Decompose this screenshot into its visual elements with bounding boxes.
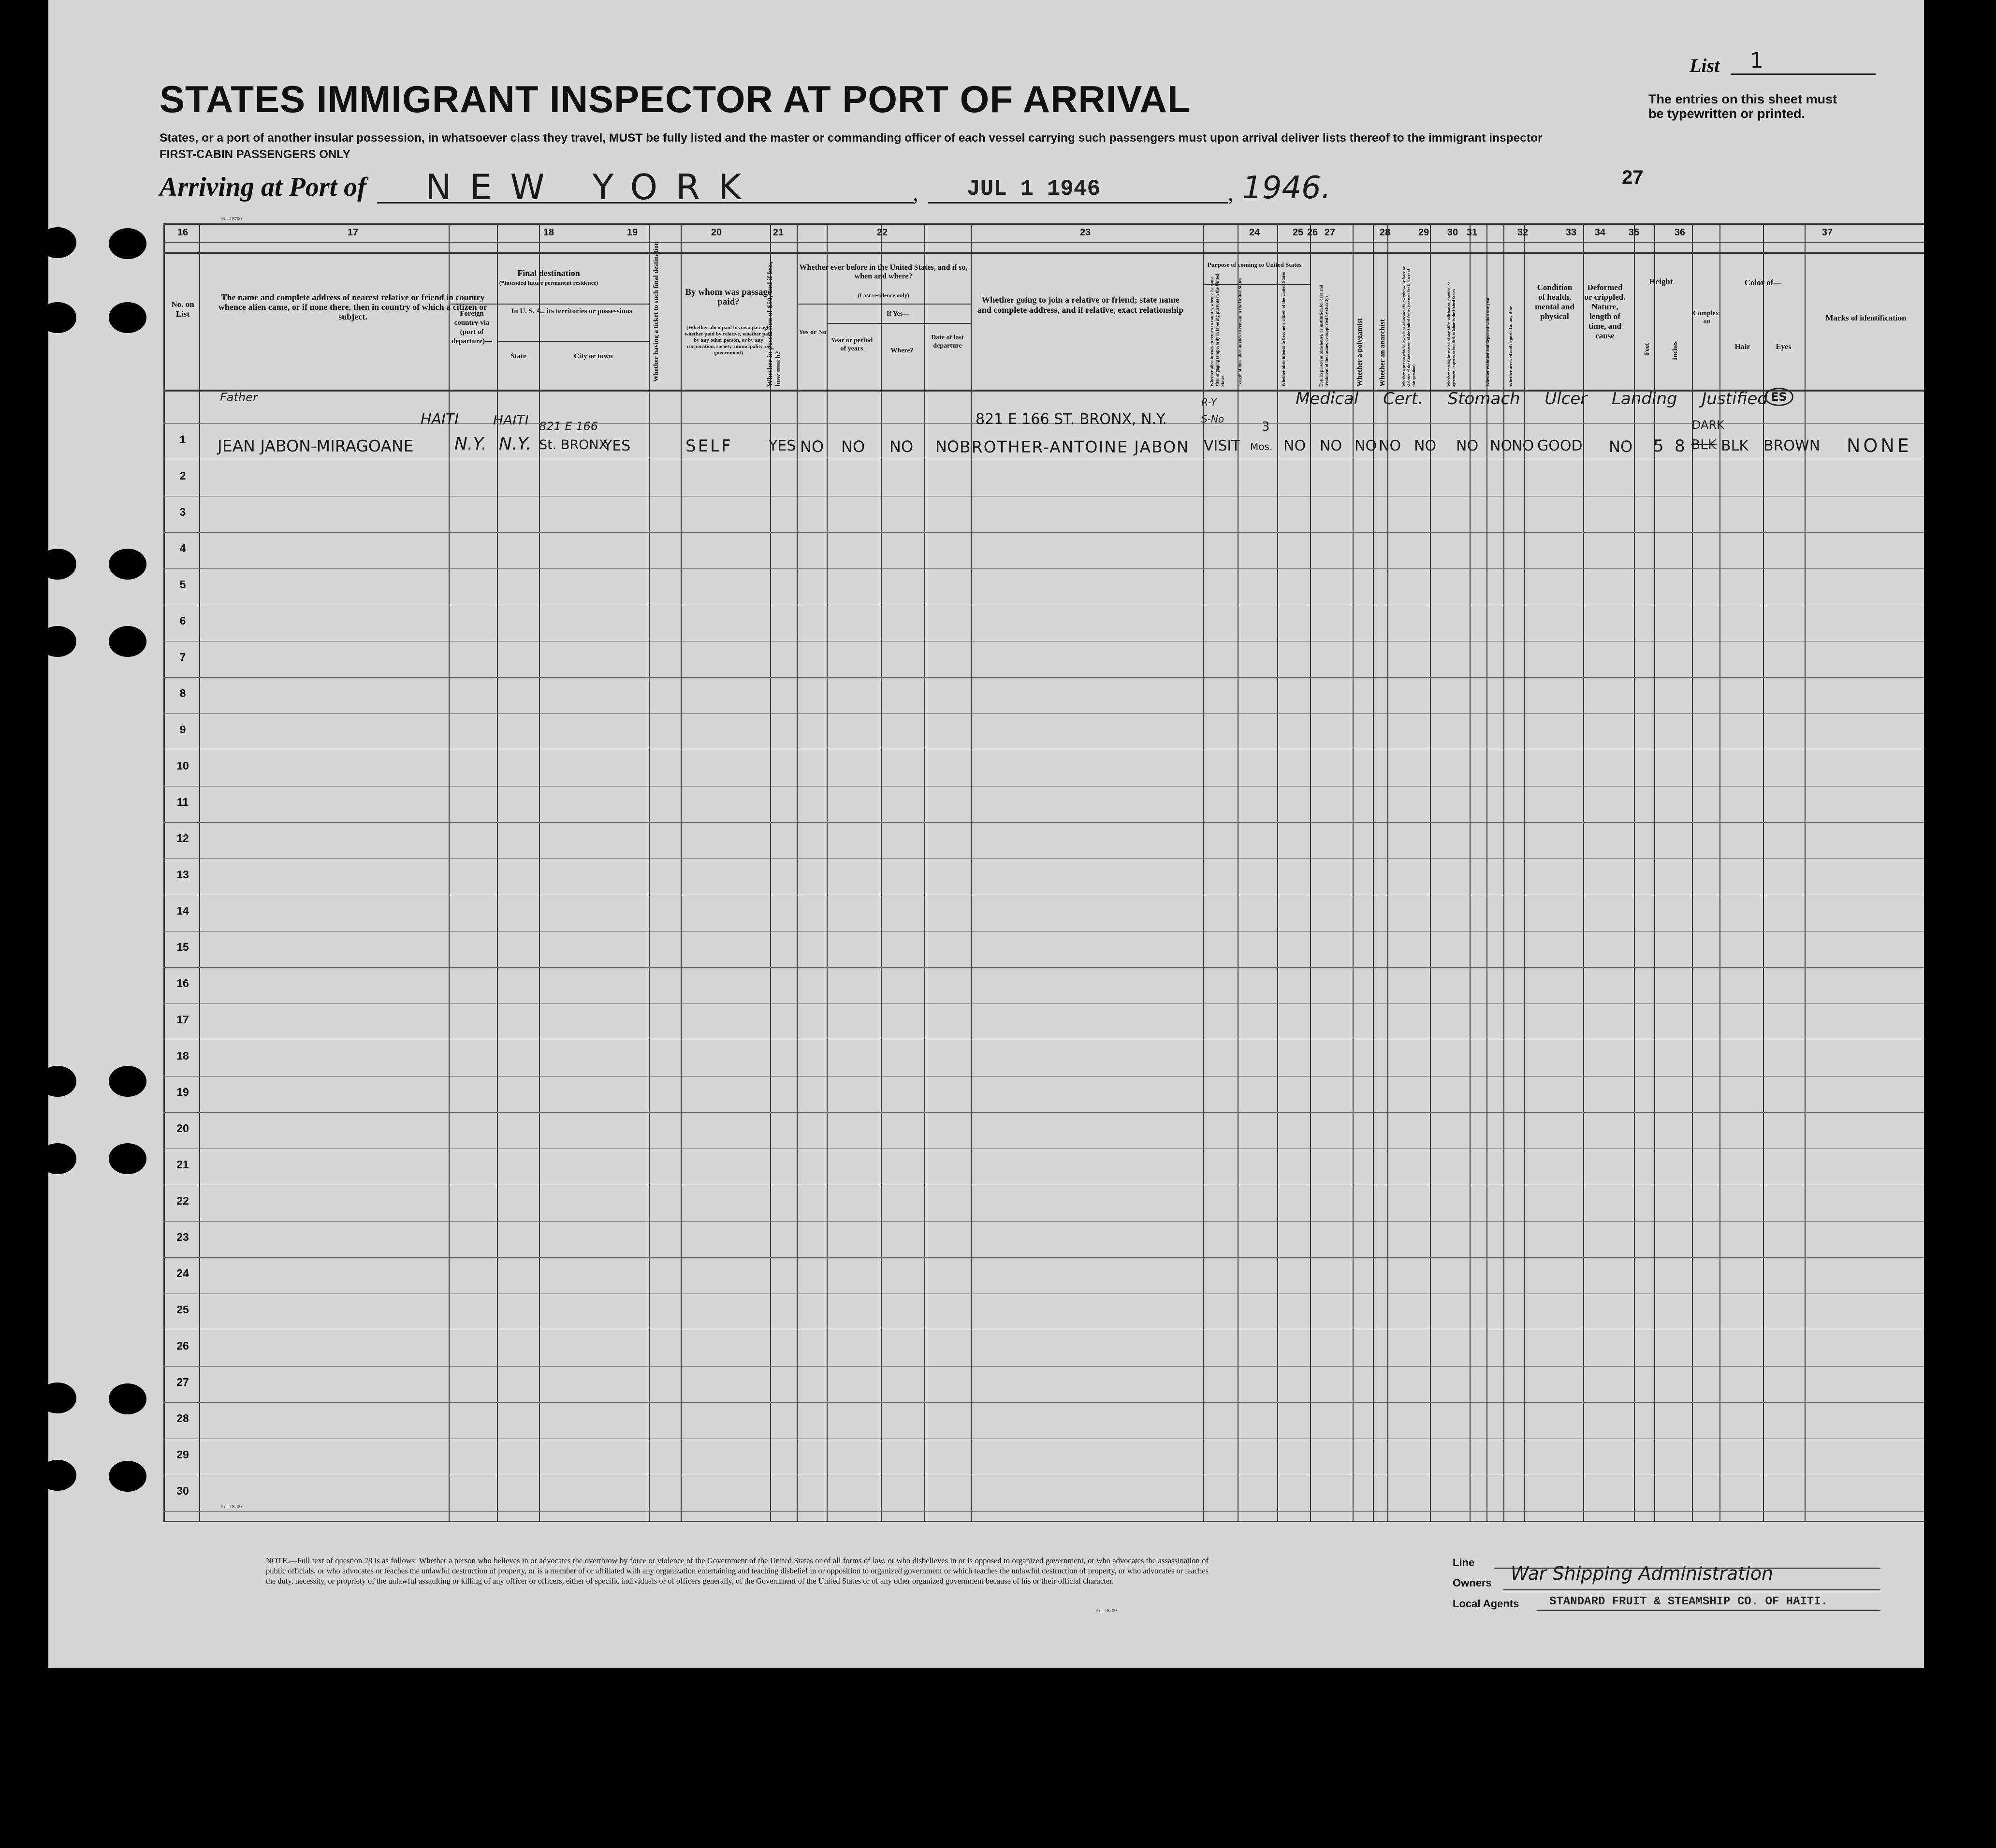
header-eyes: Eyes (1776, 343, 1792, 351)
typewritten-note-2: be typewritten or printed. (1648, 106, 1806, 121)
page-title: STATES IMMIGRANT INSPECTOR AT PORT OF ARRIVAL (160, 78, 1191, 120)
port-value: NEW YORK (425, 167, 760, 207)
colnum-29: 29 (1418, 227, 1429, 238)
header-q31: Whether arrested and deported at any time (1508, 306, 1513, 387)
colnum-22: 22 (876, 227, 888, 238)
column-divider (1353, 223, 1354, 1521)
complexion-value: BLK (1691, 437, 1717, 452)
header-final-destination-sub: (*Intended future permanent residence) (499, 279, 598, 286)
header-purpose-citizen: Whether alien intends to become a citizen of the United States (1281, 272, 1286, 387)
subheader-rule (827, 323, 971, 324)
header-yes-no: Yes or No (799, 329, 827, 336)
nearest-relative: JEAN JABON-MIRAGOANE (218, 437, 414, 455)
row-number: 8 (179, 687, 186, 699)
page-mark: 27 (1622, 167, 1644, 188)
punch-hole (109, 228, 146, 259)
row-number: 12 (176, 832, 189, 844)
column-divider (1654, 223, 1655, 1521)
row-number: 17 (176, 1013, 189, 1026)
table-top-border (163, 223, 1924, 225)
colnum-24: 24 (1249, 227, 1260, 238)
city-line-2: St. BRONX (539, 437, 608, 452)
date-underline (928, 202, 1228, 204)
class-note: FIRST-CABIN PASSENGERS ONLY (160, 148, 350, 161)
relation-note: Father (220, 391, 258, 404)
where-value: NO (889, 437, 914, 456)
deformed-value: NO (1609, 437, 1633, 456)
list-underline (1731, 73, 1876, 75)
header-state: State (510, 352, 526, 360)
punch-hole (39, 1382, 76, 1413)
colnum-32: 32 (1517, 227, 1529, 238)
row-rule (163, 1511, 1924, 1512)
colnum-16: 16 (177, 227, 189, 238)
height-feet-value: 5 (1653, 437, 1664, 456)
length-value: 3 (1262, 420, 1270, 434)
header-feet: Feet (1644, 343, 1651, 355)
header-has-50: Whether in possession of $50, and if less, how much? (766, 261, 782, 387)
typewritten-note-1: The entries on this sheet must (1648, 92, 1837, 106)
city-line-1: 821 E 166 (539, 420, 598, 433)
column-divider (924, 223, 925, 1521)
column-divider (1470, 223, 1471, 1521)
row-number: 23 (176, 1231, 189, 1243)
subheader-rule (797, 304, 971, 305)
header-purpose: Purpose of coming to United States (1207, 261, 1302, 268)
column-divider (1310, 223, 1311, 1521)
colnum-30: 30 (1447, 227, 1458, 238)
row-number: 24 (176, 1267, 189, 1280)
header-hair: Hair (1734, 343, 1750, 351)
row-number: 13 (176, 868, 189, 881)
row-rule (163, 677, 1924, 678)
column-divider (1524, 223, 1525, 1521)
colnum-28: 28 (1379, 227, 1391, 238)
header-purpose-return: Whether alien intends to return to country whence he came after engaging temporarily in laboring pursuits in the United States (1209, 274, 1225, 387)
has-50-value: YES (769, 437, 796, 454)
header-complexion: Complexion (1693, 310, 1721, 325)
foreign-country-note: HAITI (493, 412, 529, 428)
row-number: 25 (176, 1303, 189, 1316)
row-number: 3 (179, 506, 186, 518)
header-city-town: City or town (574, 352, 613, 360)
column-divider (539, 223, 540, 1521)
column-divider (1583, 223, 1584, 1521)
foreign-country: N.Y. (454, 434, 487, 454)
column-divider (1387, 223, 1388, 1521)
table-bottom-border (163, 1521, 1924, 1522)
row-number: 20 (176, 1122, 189, 1135)
row-rule (163, 713, 1924, 714)
length-unit: Mos. (1250, 441, 1273, 452)
header-polygamist: Whether a polygamist (1356, 318, 1364, 387)
column-divider (1373, 223, 1374, 1521)
q31-value: NO (1512, 437, 1534, 454)
column-number-rule (163, 242, 1924, 243)
header-height: Height (1649, 277, 1673, 286)
year-value: 1946. (1242, 170, 1331, 206)
row-number: 6 (179, 614, 186, 627)
column-divider (1277, 223, 1278, 1521)
ever-in-us-value: NO (800, 437, 824, 456)
row-number: 7 (179, 651, 186, 663)
owners-value: War Shipping Administration (1511, 1563, 1774, 1584)
column-divider (1430, 223, 1431, 1521)
colnum-23: 23 (1079, 227, 1091, 238)
header-if-yes: If Yes— (886, 310, 910, 318)
colnum-36: 36 (1674, 227, 1686, 238)
header-q28: Whether a person who believes in or advocates the overthrow by force or violence of the Government of the United States (see note for full text of this question) (1402, 266, 1416, 387)
header-foreign-country: Foreign country via (port of departure)— (452, 310, 492, 345)
agents-value: STANDARD FRUIT & STEAMSHIP CO. OF HAITI. (1549, 1595, 1828, 1608)
row-number: 29 (176, 1448, 189, 1461)
punch-hole (109, 302, 146, 333)
row-number: 28 (176, 1412, 189, 1425)
complexion-note: DARK (1692, 418, 1724, 432)
date-stamp: JUL 1 1946 (967, 176, 1101, 202)
column-divider (1763, 223, 1764, 1521)
last-departure-value: NO (935, 437, 960, 456)
punch-hole (39, 626, 76, 657)
subheader-rule (497, 341, 649, 342)
colnum-31: 31 (1466, 227, 1478, 238)
row-number: 10 (176, 759, 189, 772)
colnum-20: 20 (711, 227, 722, 238)
punch-hole (39, 227, 76, 258)
footnote-form-number: 16—18700 (1095, 1608, 1117, 1614)
arriving-label: Arriving at Port of (160, 172, 366, 202)
header-deformed: Deformed or crippled. Nature, length of time, and cause (1584, 283, 1626, 340)
hair-value: BLK (1721, 437, 1748, 454)
header-joining-relative: Whether going to join a relative or friend; state name and complete address, and if relative, exact relationship (977, 295, 1184, 315)
header-passage-paid: By whom was passage paid? (685, 287, 772, 307)
header-inches: Inches (1672, 341, 1679, 360)
header-final-destination: Final destination (517, 268, 580, 278)
instructions-text: States, or a port of another insular possession, in whatsoever class they travel, MUST be fully listed and the master or commanding officer of each vessel carrying such passengers must upon arrival deliver lists thereof to the immigrant inspector (160, 131, 1543, 145)
joining-person: BROTHER-ANTOINE JABON (960, 437, 1190, 456)
colnum-17: 17 (347, 227, 359, 238)
colnum-37: 37 (1821, 227, 1833, 238)
row-rule (163, 1221, 1924, 1222)
row-number: 15 (176, 941, 189, 953)
header-year-period: Year or period of years (830, 337, 873, 352)
medical-annotation: Medical Cert. Stomach Ulcer Landing Justified (1296, 389, 1768, 408)
state-value: N.Y. (499, 434, 532, 454)
colnum-18: 18 (543, 227, 554, 238)
column-divider (1486, 223, 1487, 1521)
colnum-33: 33 (1565, 227, 1577, 238)
row-rule (163, 1257, 1924, 1258)
column-divider (163, 223, 165, 1521)
header-purpose-length: Length of time alien intends to remain in the United States (1238, 278, 1242, 387)
colnum-19: 19 (626, 227, 638, 238)
form-number-bottom: 16—18700 (220, 1504, 242, 1510)
header-ever-in-us-sub: (Last residence only) (858, 292, 909, 299)
ticket-value: YES (603, 437, 631, 454)
column-divider (1805, 223, 1806, 1521)
row-rule (163, 1076, 1924, 1077)
punch-hole (39, 549, 76, 580)
header-nearest-relative: The name and complete address of nearest relative or friend in country whence alien came, or if none there, then in country of which a citizen or subject. (218, 292, 488, 321)
row-rule (163, 532, 1924, 533)
owners-label: Owners (1453, 1577, 1492, 1589)
header-no-on-list: No. on List (171, 300, 194, 319)
form-number-top: 16—18700 (220, 217, 242, 222)
punch-hole (109, 1143, 146, 1174)
row-rule (163, 822, 1924, 823)
agents-label: Local Agents (1453, 1598, 1519, 1610)
prison-value: NO (1320, 437, 1342, 454)
header-health: Condition of health, mental and physical (1535, 283, 1574, 321)
agents-underline (1537, 1610, 1880, 1611)
punch-hole (109, 1461, 146, 1492)
colnum-34: 34 (1594, 227, 1606, 238)
purpose-note-1: R-Y (1201, 396, 1217, 408)
row-rule (163, 1366, 1924, 1367)
column-divider (797, 223, 798, 1521)
footnote-q28: NOTE.—Full text of question 28 is as follows: Whether a person who believes in or advocates the overthrow by force or violence of the Government of the United States or of all forms of law, or who disbelieves in or is opposed to organized government, or who advocates the assassination of public officials, or who advocates or teaches the unlawful destruction of property, or is a member of or affiliated with any organization entertaining and teaching disbelief in or opposition to organized government or which teaches the unlawful destruction of property, or who advocates or teaches the duty, necessity, or propriety of the unlawful assaulting or killing of any officer or officers, either of specific individuals or of officers generally, of the Government of the United States or of any other organized government because of his or their official character. (266, 1556, 1209, 1586)
row-number: 1 (179, 433, 186, 446)
column-divider (199, 223, 200, 1521)
row-number: 18 (176, 1049, 189, 1062)
purpose-note-2: S-No (1201, 413, 1224, 425)
row-number: 19 (176, 1086, 189, 1098)
header-top-rule (163, 252, 1924, 254)
anarchist-value: NO (1379, 437, 1401, 454)
q28-value: NO (1414, 437, 1437, 454)
punch-hole (109, 549, 146, 580)
row-number: 27 (176, 1376, 189, 1388)
colnum-35: 35 (1628, 227, 1640, 238)
list-label: List (1690, 55, 1720, 76)
header-prison: Ever in prison or almshouse, or institution for care and treatment of the insane, or supported by charity? (1319, 284, 1329, 387)
row-number: 26 (176, 1339, 189, 1352)
inspector-mark: ES (1764, 388, 1793, 406)
punch-hole (109, 626, 146, 657)
colnum-26: 26 (1307, 227, 1318, 238)
column-divider (649, 223, 650, 1521)
header-in-usa: In U. S. A., its territories or possessions (511, 307, 632, 315)
row-number: 14 (176, 904, 189, 917)
health-value: GOOD (1537, 437, 1583, 454)
citizen-value: NO (1283, 437, 1306, 454)
owners-underline (1503, 1589, 1880, 1590)
row-number: 5 (179, 578, 186, 591)
years-value: NO (841, 437, 865, 456)
row-number: 9 (179, 723, 186, 736)
row-number: 4 (179, 542, 186, 554)
colnum-27: 27 (1324, 227, 1336, 238)
header-q29: Whether coming by reason of any offer, solicitation, promise, or agreement, express or implied, to labor in the United States (1447, 282, 1456, 387)
row-number: 11 (176, 796, 189, 808)
q29-value: NO (1456, 437, 1479, 454)
passage-paid-by: SELF (685, 437, 733, 456)
list-number: 1 (1750, 48, 1763, 73)
header-q30: Whether excluded and deported within one year (1485, 297, 1490, 387)
marks-value: NONE (1847, 435, 1912, 456)
row-rule (163, 568, 1924, 569)
column-divider (881, 223, 882, 1521)
header-ever-in-us: Whether ever before in the United States, and if so, when and where? (799, 263, 968, 280)
punch-hole (39, 1143, 76, 1174)
header-marks: Marks of identification (1825, 313, 1907, 322)
header-last-departure: Date of last departure (931, 334, 964, 349)
row-number: 22 (176, 1194, 189, 1207)
header-passage-paid-sub: (Whether alien paid his own passage, whether paid by relative, whether paid by any other person, or by any corporation, society, municipality, or government) (685, 325, 772, 356)
row-number: 2 (179, 469, 186, 482)
line-label: Line (1453, 1557, 1475, 1569)
comma-mark: , (913, 180, 918, 206)
polygamist-value: NO (1355, 437, 1377, 454)
purpose-value: VISIT (1204, 437, 1240, 454)
header-ticket: Whether having a ticket to such final destination (653, 241, 660, 382)
punch-hole (109, 1383, 146, 1414)
punch-hole (39, 1460, 76, 1491)
row-rule (163, 967, 1924, 968)
joining-address: 821 E 166 ST. BRONX, N.Y. (976, 411, 1167, 428)
column-divider (971, 223, 972, 1521)
column-divider (827, 223, 828, 1521)
row-number: 21 (176, 1158, 189, 1171)
eyes-value: BROWN (1763, 437, 1821, 454)
row-rule (163, 1402, 1924, 1403)
row-number: 16 (176, 977, 189, 989)
punch-hole (39, 302, 76, 333)
row-number: 30 (176, 1484, 189, 1497)
column-divider (770, 223, 771, 1521)
header-anarchist: Whether an anarchist (1379, 319, 1386, 387)
column-divider (681, 223, 682, 1521)
row-rule (163, 1112, 1924, 1113)
header-where: Where? (890, 347, 914, 354)
column-divider (1634, 223, 1635, 1521)
country-note: HAITI (421, 411, 459, 428)
q30-value: NO (1490, 437, 1513, 454)
height-inches-value: 8 (1675, 437, 1685, 456)
punch-hole (109, 1066, 146, 1097)
colnum-21: 21 (772, 227, 784, 238)
comma-mark-2: , (1228, 180, 1234, 206)
colnum-25: 25 (1292, 227, 1304, 238)
punch-hole (39, 1066, 76, 1097)
column-divider (1503, 223, 1504, 1521)
header-color-of: Color of— (1744, 278, 1782, 287)
manifest-sheet (48, 0, 1924, 1668)
